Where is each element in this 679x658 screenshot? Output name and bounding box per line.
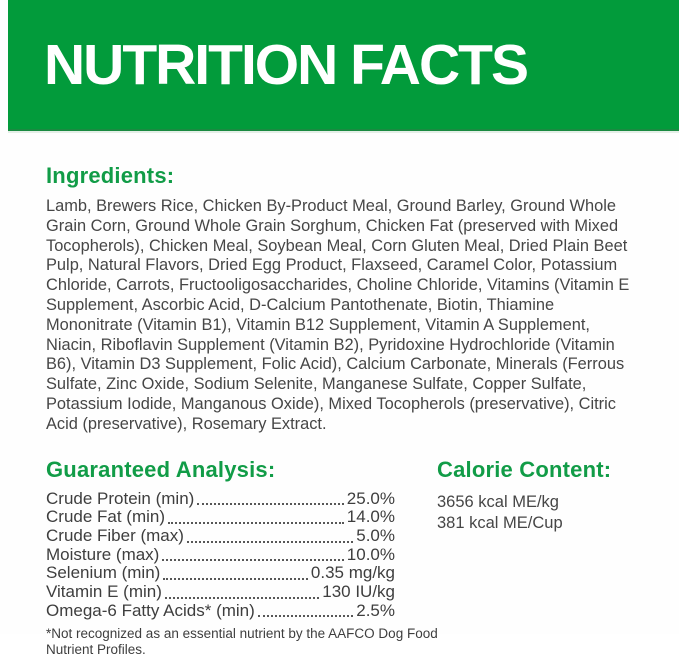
dot-leader bbox=[163, 578, 308, 580]
page-title: NUTRITION FACTS bbox=[44, 32, 527, 97]
calorie-line-kg: 3656 kcal ME/kg bbox=[437, 492, 559, 511]
ingredients-text: Lamb, Brewers Rice, Chicken By-Product Meal, Ground Barley, Ground Whole Grain Corn, Ground Whole Grain Sorghum, Chicken Fat (preserved with Mixed Tocopherols), Chicken Meal, Soybean Meal, Corn Gluten Meal, Dried Plain Beet Pulp, Natural Flavors, Dried Egg Product, Flaxseed, Caramel Color, Potassium Chloride, Carrots, Fructooligosaccharides, Choline Chloride, Vitamins (Vitamin E Supplement, Ascorbic Acid, D-Calcium Pantothenate, Biotin, Thiamine Mononitrate (Vitamin B1), Vitamin B12 Supplement, Vitamin A Supplement, Niacin, Riboflavin Supplement (Vitamin B2), Pyridoxine Hydrochloride (Vitamin B6), Vitamin D3 Supplement, Folic Acid), Calcium Carbonate, Minerals (Ferrous Sulfate, Zinc Oxide, Sodium Selenite, Manganese Sulfate, Copper Sulfate, Potassium Iodide, Manganous Oxide), Mixed Tocopherols (preservative), Citric Acid (preservative), Rosemary Extract. bbox=[46, 197, 630, 433]
dot-leader bbox=[162, 559, 343, 561]
label-content bbox=[0, 163, 679, 658]
guaranteed-analysis-heading: Guaranteed Analysis: bbox=[46, 456, 276, 482]
guaranteed-analysis-section bbox=[46, 456, 438, 658]
calorie-content-heading: Calorie Content: bbox=[437, 456, 612, 482]
header-banner bbox=[8, 0, 679, 131]
calorie-content-section bbox=[437, 457, 611, 658]
analysis-columns bbox=[46, 457, 679, 658]
nutrient-value: 130 IU/kg bbox=[322, 582, 395, 602]
table-row bbox=[46, 546, 395, 565]
nutrient-label: Crude Fat (min) bbox=[46, 507, 166, 527]
nutrient-label: Vitamin E (min) bbox=[46, 582, 162, 602]
nutrient-value: 2.5% bbox=[356, 600, 395, 620]
table-row bbox=[46, 583, 395, 602]
ingredients-heading: Ingredients: bbox=[46, 163, 175, 188]
dot-leader bbox=[197, 503, 343, 505]
table-row bbox=[46, 508, 395, 527]
table-row bbox=[46, 527, 395, 546]
table-row bbox=[46, 602, 395, 621]
nutrient-label: Crude Protein (min) bbox=[46, 488, 195, 508]
table-row bbox=[46, 564, 395, 583]
nutrient-value: 10.0% bbox=[346, 544, 395, 564]
nutrient-label: Moisture (max) bbox=[46, 544, 160, 564]
dot-leader bbox=[168, 522, 344, 524]
dot-leader bbox=[187, 541, 353, 543]
nutrient-label: Selenium (min) bbox=[46, 563, 161, 583]
dot-leader bbox=[165, 597, 319, 599]
nutrient-label: Omega-6 Fatty Acids* (min) bbox=[46, 600, 255, 620]
nutrient-value: 14.0% bbox=[346, 507, 395, 527]
calorie-line-cup: 381 kcal ME/Cup bbox=[437, 514, 563, 533]
nutrient-value: 0.35 mg/kg bbox=[310, 563, 395, 583]
nutrient-value: 5.0% bbox=[356, 525, 395, 545]
guaranteed-analysis-table bbox=[46, 490, 395, 621]
nutrient-label: Crude Fiber (max) bbox=[46, 525, 184, 545]
calorie-content-values bbox=[437, 492, 611, 535]
nutrient-value: 25.0% bbox=[346, 488, 395, 508]
dot-leader bbox=[258, 615, 353, 617]
table-row bbox=[46, 490, 395, 509]
aafco-footnote: *Not recognized as an essential nutrient by the AAFCO Dog Food Nutrient Profiles. bbox=[46, 626, 438, 658]
